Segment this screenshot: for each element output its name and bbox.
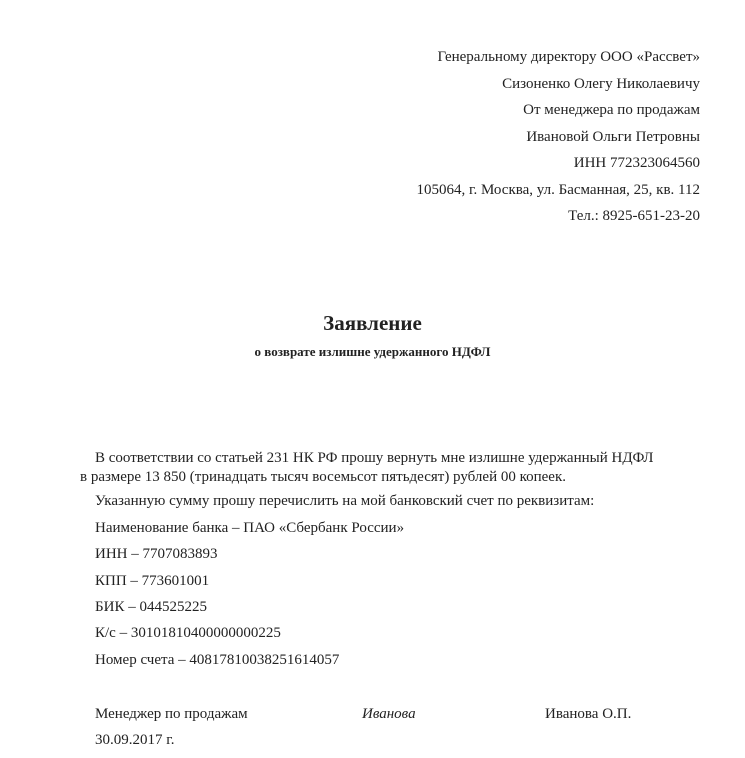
- signer-full-name: Иванова О.П.: [545, 706, 632, 722]
- sender-phone: Тел.: 8925-651-23-20: [568, 208, 700, 224]
- document-title: Заявление: [323, 311, 422, 335]
- paragraph-line-1: В соответствии со статьей 231 НК РФ прошу вернуть мне излишне удержанный НДФЛ: [95, 450, 654, 466]
- addressee-name: Сизоненко Олегу Николаевичу: [502, 75, 700, 92]
- bank-name: Наименование банка – ПАО «Сбербанк России»: [95, 520, 405, 536]
- paragraph-line-2: в размере 13 850 (тринадцать тысяч восемьсот пятьдесят) рублей 00 копеек.: [80, 469, 566, 485]
- sender-inn: ИНН 772323064560: [573, 155, 700, 171]
- document-date: 30.09.2017 г.: [95, 732, 175, 748]
- sender-address: 105064, г. Москва, ул. Басманная, 25, кв. 112: [416, 181, 700, 198]
- sender-position: От менеджера по продажам: [523, 102, 700, 118]
- bank-inn: ИНН – 7707083893: [95, 546, 218, 562]
- bank-kpp: КПП – 773601001: [95, 573, 210, 589]
- document-subtitle: о возврате излишне удержанного НДФЛ: [254, 344, 491, 359]
- addressee-position: Генеральному директору ООО «Рассвет»: [437, 49, 700, 65]
- sender-name: Ивановой Ольги Петровны: [526, 128, 700, 145]
- signer-position: Менеджер по продажам: [95, 706, 248, 722]
- addressee-block: [416, 44, 700, 230]
- account-number: Номер счета – 40817810038251614057: [95, 652, 340, 668]
- bank-bik: БИК – 044525225: [95, 599, 207, 615]
- correspondent-account: К/с – 30101810400000000225: [95, 625, 281, 641]
- transfer-request: Указанную сумму прошу перечислить на мой банковский счет по реквизитам:: [95, 493, 595, 509]
- signature-mark: Иванова: [362, 706, 416, 722]
